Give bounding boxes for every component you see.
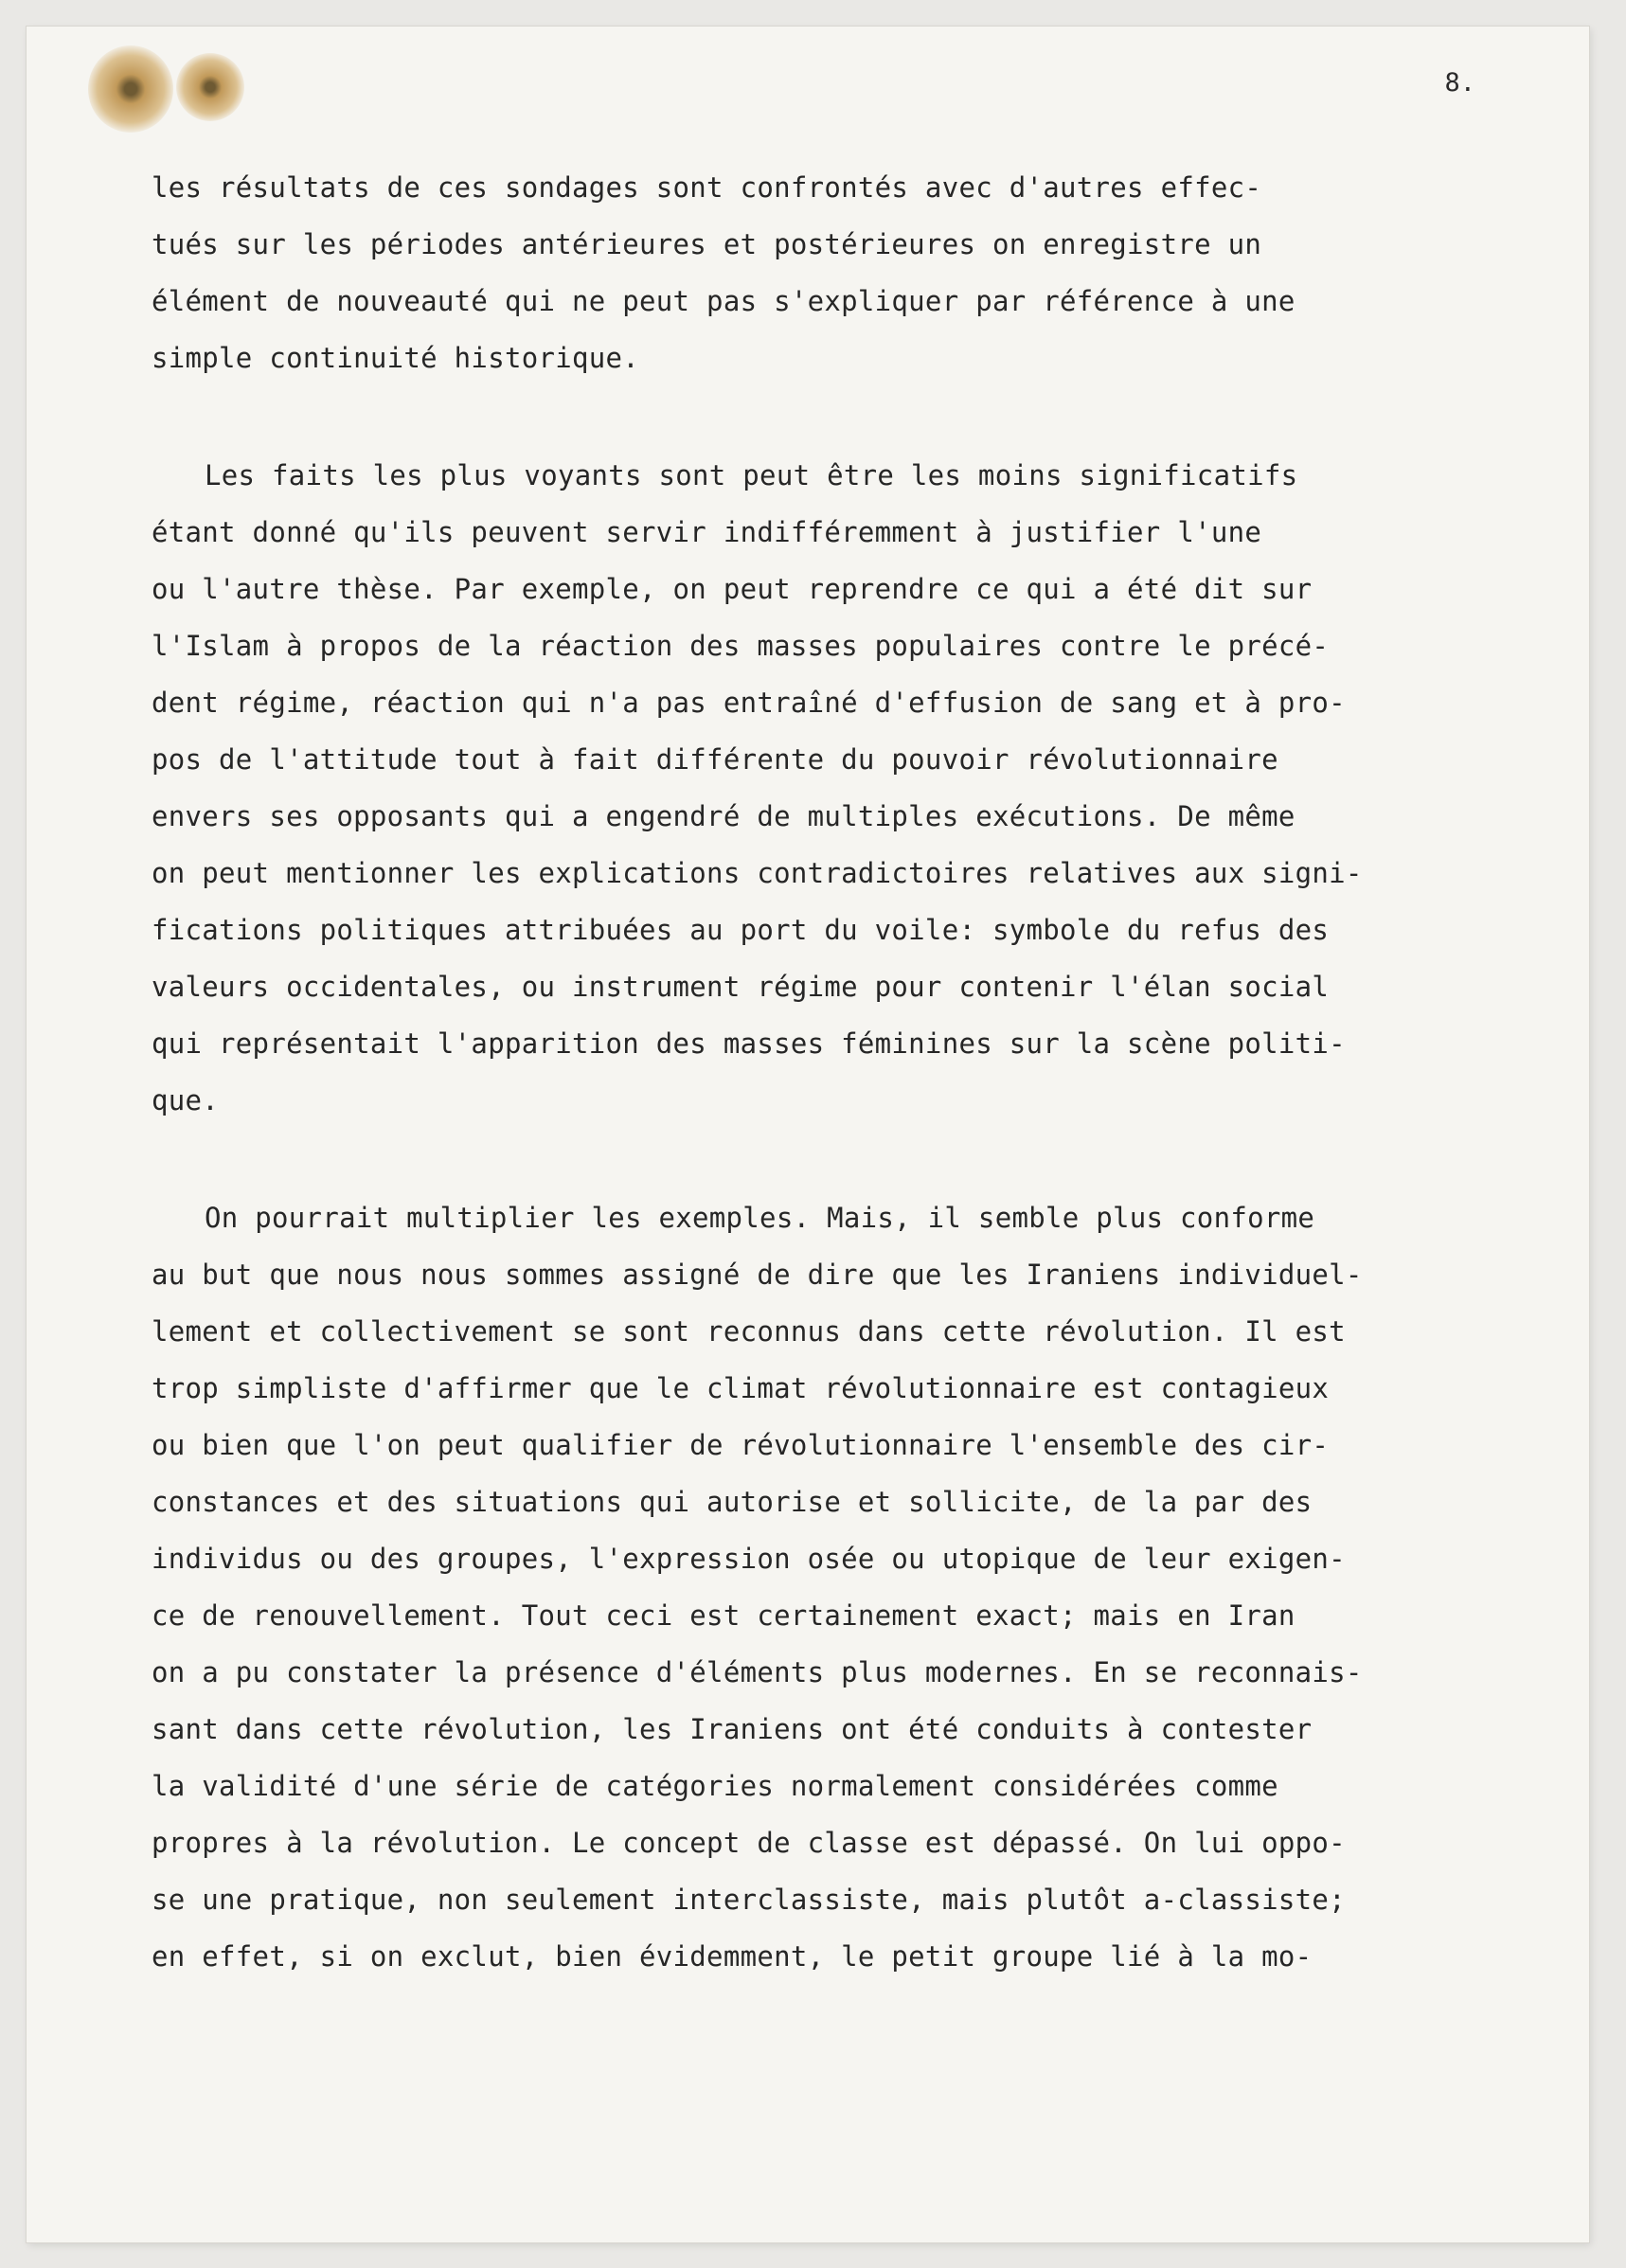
text-line: fications politiques attribuées au port du voile: symbole du refus des	[152, 914, 1330, 946]
text-line: étant donné qu'ils peuvent servir indifféremment à justifier l'une	[152, 516, 1262, 548]
text-line: tués sur les périodes antérieures et postérieures on enregistre un	[152, 228, 1262, 260]
text-line: sant dans cette révolution, les Iraniens ont été conduits à contester	[152, 1713, 1313, 1745]
text-line: propres à la révolution. Le concept de classe est dépassé. On lui oppo-	[152, 1827, 1346, 1859]
text-line: trop simpliste d'affirmer que le climat révolutionnaire est contagieux	[152, 1372, 1330, 1404]
text-line: On pourrait multiplier les exemples. Mais, il semble plus conforme	[205, 1202, 1315, 1234]
paragraph	[152, 447, 1572, 1129]
text-line: que.	[152, 1084, 220, 1116]
text-line: la validité d'une série de catégories normalement considérées comme	[152, 1770, 1278, 1802]
text-line: pos de l'attitude tout à fait différente du pouvoir révolutionnaire	[152, 743, 1278, 776]
document-page	[27, 27, 1589, 2242]
text-line: les résultats de ces sondages sont confrontés avec d'autres effec-	[152, 171, 1262, 204]
punch-hole-stain	[88, 45, 173, 133]
text-line: on a pu constater la présence d'éléments plus modernes. En se reconnais-	[152, 1656, 1363, 1688]
text-line: envers ses opposants qui a engendré de multiples exécutions. De même	[152, 800, 1295, 832]
text-line: élément de nouveauté qui ne peut pas s'expliquer par référence à une	[152, 285, 1295, 317]
text-line: l'Islam à propos de la réaction des masses populaires contre le précé-	[152, 630, 1330, 662]
text-line: constances et des situations qui autorise et sollicite, de la par des	[152, 1486, 1313, 1518]
text-line: lement et collectivement se sont reconnus dans cette révolution. Il est	[152, 1315, 1346, 1348]
text-line: se une pratique, non seulement interclassiste, mais plutôt a-classiste;	[152, 1884, 1346, 1916]
text-line: Les faits les plus voyants sont peut être les moins significatifs	[205, 459, 1298, 491]
paragraph	[152, 1189, 1572, 1985]
text-line: ce de renouvellement. Tout ceci est certainement exact; mais en Iran	[152, 1599, 1295, 1632]
text-line: valeurs occidentales, ou instrument régime pour contenir l'élan social	[152, 971, 1330, 1003]
text-line: on peut mentionner les explications contradictoires relatives aux signi-	[152, 857, 1363, 889]
text-line: ou l'autre thèse. Par exemple, on peut reprendre ce qui a été dit sur	[152, 573, 1313, 605]
text-line: dent régime, réaction qui n'a pas entraîné d'effusion de sang et à pro-	[152, 687, 1346, 719]
text-line: simple continuité historique.	[152, 342, 640, 374]
typed-text-body	[152, 159, 1572, 1985]
text-line: ou bien que l'on peut qualifier de révolutionnaire l'ensemble des cir-	[152, 1429, 1330, 1461]
text-line: individus ou des groupes, l'expression osée ou utopique de leur exigen-	[152, 1543, 1346, 1575]
text-line: en effet, si on exclut, bien évidemment, le petit groupe lié à la mo-	[152, 1940, 1313, 1973]
paragraph	[152, 159, 1572, 386]
text-line: qui représentait l'apparition des masses féminines sur la scène politi-	[152, 1027, 1346, 1060]
punch-hole-stain	[176, 53, 244, 121]
page-number: 8.	[1444, 68, 1475, 98]
text-line: au but que nous nous sommes assigné de dire que les Iraniens individuel-	[152, 1259, 1363, 1291]
